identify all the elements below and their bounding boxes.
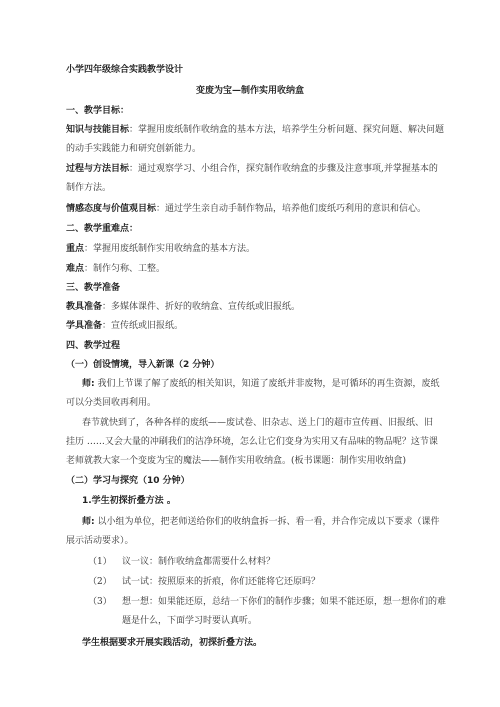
part1-para-b-line-2: 挂历 ……又会大量的冲刷我们的洁净环境，怎么让它们变身为实用又有品味的物品呢？这节课 <box>66 437 438 447</box>
goal-process-line-1 <box>66 163 438 175</box>
goal-process-line-2: 制作方法。 <box>66 183 112 193</box>
teacher-label: 师: <box>82 379 95 389</box>
goal-process-text: ：通过观察学习、小组合作，探究制作收纳盒的步骤及注意事项,并掌握基本的 <box>129 164 438 174</box>
part2-para-a-text: 以小组为单位，把老师送给你们的收纳盒拆一拆、看一看，并合作完成以下要求（课件 <box>97 517 440 527</box>
section-heading-process: 四、教学过程 <box>66 341 121 351</box>
question-1-number: （1） <box>88 557 112 567</box>
section-heading-keypoints: 二、教学重难点： <box>66 224 139 234</box>
teacher-prep-label: 教具准备 <box>66 302 103 312</box>
goal-knowledge-line-1 <box>66 124 444 136</box>
part1-heading: （一）创设情境，导入新课（2 分钟） <box>66 360 220 370</box>
section-heading-objectives: 一、教学目标： <box>66 106 130 116</box>
question-2-number: （2） <box>88 577 112 587</box>
difficulty-label: 难点 <box>66 264 85 274</box>
question-1 <box>88 556 275 568</box>
part2-para-a-line-2: 展示活动要求）。 <box>66 536 134 546</box>
doc-title: 变废为宝—制作实用收纳盒 <box>196 86 305 96</box>
section-heading-preparation: 三、教学准备 <box>66 283 121 293</box>
part2-para-a-line-1 <box>82 516 440 528</box>
difficulty-line <box>66 263 165 275</box>
question-3-text: 想一想：如果能还原，总结一下你们的制作步骤；如果不能还原，想一想你们的难 <box>122 597 447 607</box>
key-point-line <box>66 243 255 255</box>
goal-knowledge-line-2: 的动手实践能力和研究创新能力。 <box>66 144 202 154</box>
goal-attitude-label: 情感态度与价值观目标 <box>66 204 157 214</box>
part2-subheading: 1.学生初探折叠方法 。 <box>82 496 176 506</box>
part1-para-b-line-3: 老师就教大家一个变废为宝的魔法——制作实用收纳盒。(板书课题：制作实用收纳盒) <box>66 456 407 466</box>
goal-attitude-text: ：通过学生亲自动手制作物品，培养他们废纸巧利用的意识和信心。 <box>156 204 427 214</box>
question-2 <box>88 576 320 588</box>
part2-heading: （二）学习与探究（10 分钟） <box>66 476 190 486</box>
question-2-text: 试一试：按照原来的折痕，你们还能将它还原吗？ <box>122 577 321 587</box>
part1-para-a-text: 我们上节课了解了废纸的相关知识，知道了废纸并非废物，是可循环的再生资源，废纸 <box>97 379 440 389</box>
student-prep-label: 学具准备 <box>66 321 103 331</box>
part1-para-b-line-1: 春节就快到了，各种各样的废纸——废试卷、旧杂志、送上门的超市宣传画、旧报纸、旧 <box>82 418 434 428</box>
student-prep-text: ：宣传纸或旧报纸。 <box>102 321 184 331</box>
goal-process-label: 过程与方法目标 <box>66 164 130 174</box>
student-prep-line <box>66 320 183 332</box>
teacher-prep-line <box>66 301 300 313</box>
closing-line: 学生根据要求开展实践活动，初探折叠方法。 <box>82 638 263 648</box>
question-3-number: （3） <box>88 597 112 607</box>
key-point-label: 重点 <box>66 244 85 254</box>
teacher-prep-text: ：多媒体课件、折好的收纳盒、宣传纸或旧报纸。 <box>102 302 301 312</box>
question-3-line-2: 题是什么，下面学习时要认真听。 <box>122 616 258 626</box>
question-1-text: 议一议：制作收纳盒都需要什么材料？ <box>122 557 276 567</box>
key-point-text: ：掌握用废纸制作实用收纳盒的基本方法。 <box>84 244 256 254</box>
difficulty-text: ：制作匀称、工整。 <box>84 264 166 274</box>
goal-knowledge-text: ：掌握用废纸制作收纳盒的基本方法，培养学生分析问题、探究问题、解决问题 <box>129 125 445 135</box>
part1-para-a-line-1 <box>82 378 440 390</box>
goal-knowledge-label: 知识与技能目标 <box>66 125 130 135</box>
part1-para-a-line-2: 可以分类回收再利用。 <box>66 398 157 408</box>
doc-header: 小学四年级综合实践教学设计 <box>66 65 184 75</box>
teacher-label-2: 师: <box>82 517 95 527</box>
question-3 <box>88 596 446 608</box>
goal-attitude-line-1 <box>66 203 426 215</box>
